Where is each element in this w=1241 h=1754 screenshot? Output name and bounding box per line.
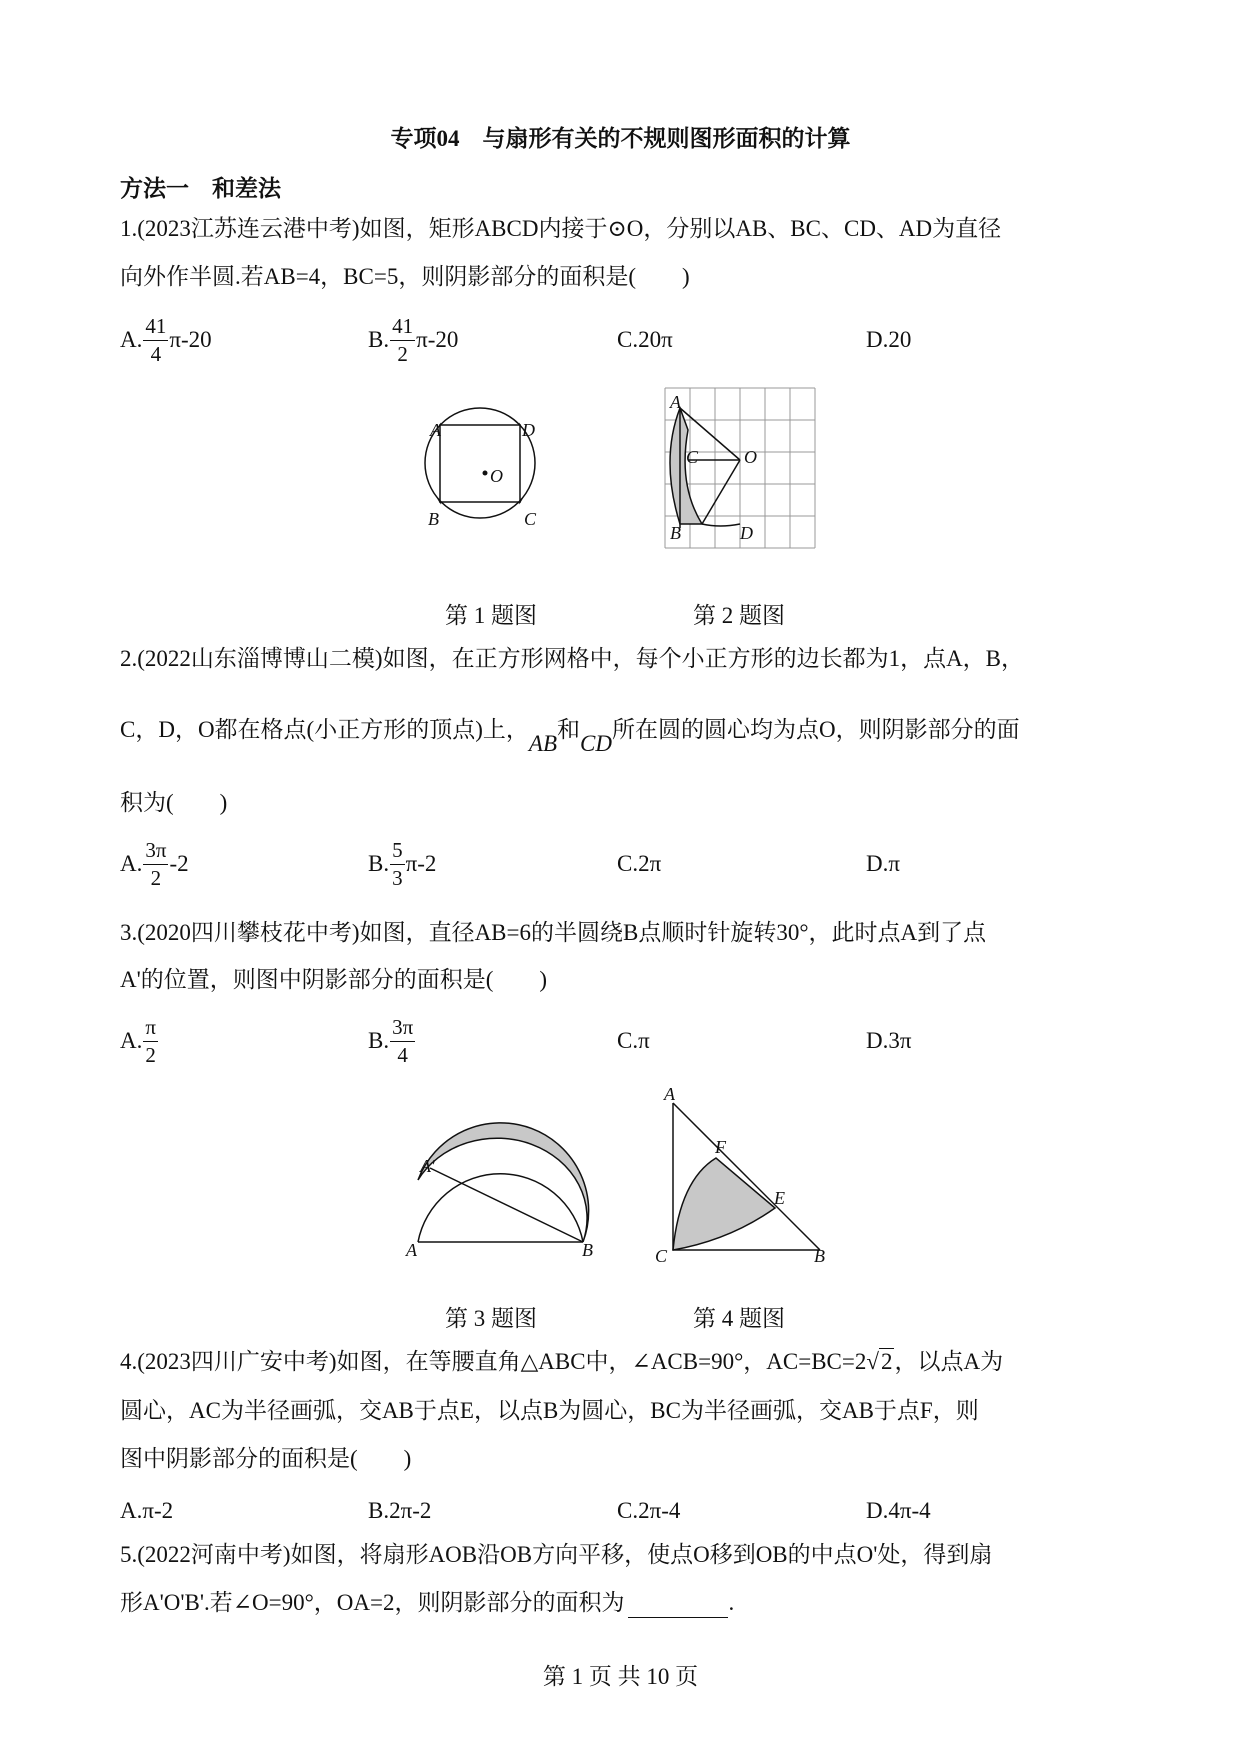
fig3-label-b: B — [582, 1240, 593, 1260]
q2-option-c[interactable]: C.2π — [617, 851, 662, 876]
fig2-label-a: A — [670, 392, 681, 412]
q3-line1: 3.(2020四川攀枝花中考)如图，直径AB=6的半圆绕B点顺时针旋转30°，此时点A到了点 — [120, 920, 987, 945]
q4-option-d[interactable]: D.4π-4 — [866, 1498, 931, 1523]
q2-line3: 积为( ) — [120, 790, 228, 815]
fig3-label-a: A — [406, 1240, 417, 1260]
page-footer: 第 1 页 共 10 页 — [542, 1664, 699, 1689]
q4-line3: 图中阴影部分的面积是( ) — [120, 1446, 412, 1471]
q3-option-b[interactable]: B. $\frac{3\pi}{4}$ — [368, 1014, 414, 1067]
arc-ab: AB — [528, 731, 557, 756]
figure-1 — [400, 382, 570, 552]
q3-line2: A'的位置，则图中阴影部分的面积是( ) — [120, 967, 548, 992]
fraction: $\frac{\pi}{2}$ — [145, 1014, 156, 1067]
fig1-label-d: D — [522, 420, 535, 440]
q2-options — [120, 836, 1120, 892]
q1-line2: 向外作半圆.若AB=4，BC=5，则阴影部分的面积是( ) — [120, 264, 690, 289]
arc-cd: CD — [580, 731, 612, 756]
fig2-label-c: C — [686, 447, 699, 467]
fig4-label-a: A — [664, 1085, 675, 1104]
q5-line2: 形A'O'B'.若∠O=90°，OA=2，则阴影部分的面积为 . — [120, 1588, 734, 1618]
q4-option-a[interactable]: A.π-2 — [120, 1498, 174, 1523]
q4-line1: 4.(2023四川广安中考)如图，在等腰直角△ABC中，∠ACB=90°，AC=BC=2√2，以点A为 — [120, 1349, 1004, 1374]
caption-fig2: 第 2 题图 — [693, 603, 785, 628]
q3-option-a[interactable]: A. $\frac{\pi}{2}$ — [120, 1014, 156, 1067]
q5-line1: 5.(2022河南中考)如图，将扇形AOB沿OB方向平移，使点O移到OB的中点O'处，得到扇 — [120, 1542, 993, 1567]
fraction: $\frac{3\pi}{2}$ — [145, 837, 167, 890]
figure-4 — [655, 1085, 845, 1270]
q4-line2: 圆心，AC为半径画弧，交AB于点E，以点B为圆心，BC为半径画弧，交AB于点F，则 — [120, 1398, 979, 1423]
q2-line2: C，D，O都在格点(小正方形的顶点)上，AB和CD所在圆的圆心均为点O，则阴影部分的面 — [120, 715, 1020, 745]
q2-option-a[interactable]: A. $\frac{3\pi}{2}$ -2 — [120, 837, 189, 890]
q4-option-b[interactable]: B.2π-2 — [368, 1498, 432, 1523]
fig1-label-c: C — [524, 509, 537, 529]
q3-option-c[interactable]: C.π — [617, 1028, 650, 1053]
caption-fig4: 第 4 题图 — [693, 1306, 785, 1331]
fig3-label-aprime: A′ — [420, 1156, 435, 1176]
answer-blank[interactable] — [628, 1595, 728, 1618]
sqrt-radicand: 2 — [880, 1349, 893, 1374]
fraction: $\frac{5}{3}$ — [392, 837, 403, 890]
fig4-label-c: C — [655, 1246, 668, 1266]
fig1-label-o: O — [490, 466, 503, 486]
fig1-label-a: A — [430, 420, 441, 440]
q3-option-d[interactable]: D.3π — [866, 1028, 912, 1053]
q2-option-b[interactable]: B. $\frac{5}{3}$ π-2 — [368, 837, 437, 890]
q1-option-d[interactable]: D.20 — [866, 327, 912, 352]
method-heading: 方法一 和差法 — [120, 176, 281, 201]
fig2-label-d: D — [740, 523, 753, 543]
sqrt-sign: √ — [866, 1349, 879, 1374]
fig4-label-b: B — [814, 1246, 825, 1266]
fig2-label-b: B — [670, 523, 681, 543]
figure-2 — [657, 380, 827, 555]
q1-line1: 1.(2023江苏连云港中考)如图，矩形ABCD内接于⊙O，分别以AB、BC、CD、AD为直径 — [120, 216, 1002, 241]
fraction: $\frac{3\pi}{4}$ — [392, 1014, 414, 1067]
q2-option-d[interactable]: D.π — [866, 851, 900, 876]
q4-option-c[interactable]: C.2π-4 — [617, 1498, 681, 1523]
q2-line1: 2.(2022山东淄博博山二模)如图，在正方形网格中，每个小正方形的边长都为1，点A，B， — [120, 646, 1025, 671]
q1-option-b[interactable]: B. $\frac{41}{2}$ π-20 — [368, 313, 459, 366]
q1-options — [120, 312, 1120, 368]
caption-fig1: 第 1 题图 — [445, 603, 537, 628]
fig2-label-o: O — [744, 447, 757, 467]
fig4-label-f: F — [715, 1137, 726, 1157]
fraction: $\frac{41}{4}$ — [145, 313, 167, 366]
page-title: 专项04 与扇形有关的不规则图形面积的计算 — [390, 126, 851, 151]
q4-options — [120, 1483, 1120, 1539]
q1-option-a[interactable]: A. $\frac{41}{4}$ π-20 — [120, 313, 212, 366]
q3-options — [120, 1013, 1120, 1069]
q1-option-c[interactable]: C.20π — [617, 327, 673, 352]
fraction: $\frac{41}{2}$ — [392, 313, 414, 366]
fig1-label-b: B — [428, 509, 439, 529]
fig4-label-e: E — [774, 1188, 785, 1208]
caption-fig3: 第 3 题图 — [445, 1306, 537, 1331]
figure-3 — [395, 1085, 615, 1270]
